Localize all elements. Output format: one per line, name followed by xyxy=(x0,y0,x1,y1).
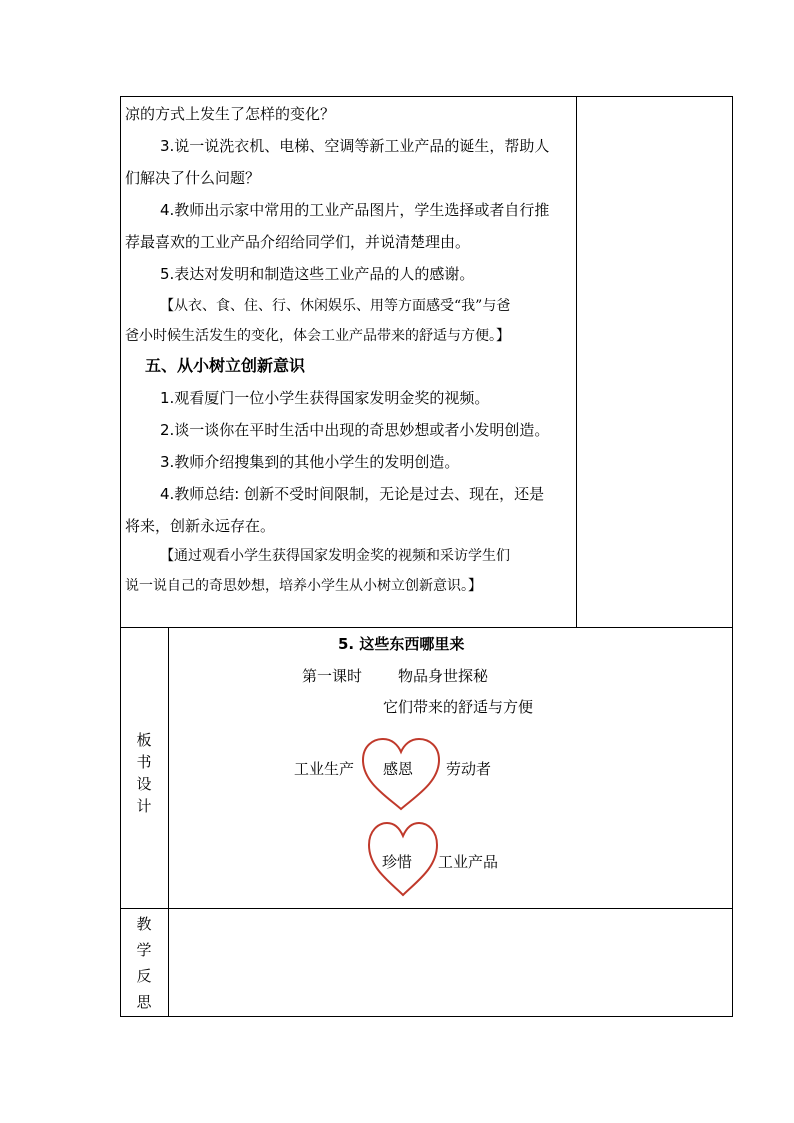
board-label-char: 书 xyxy=(136,753,152,771)
section-5-item-4-line-1: 4.教师总结: 创新不受时间限制，无论是过去、现在，还是 xyxy=(160,485,545,503)
board-label-char: 板 xyxy=(136,731,152,749)
section-5-item-1: 1.观看厦门一位小学生获得国家发明金奖的视频。 xyxy=(160,389,490,407)
design-note-2-line-2: 说一说自己的奇思妙想，培养小学生从小树立创新意识。】 xyxy=(125,578,482,594)
question-3-line-1: 3.说一说洗衣机、电梯、空调等新工业产品的诞生，帮助人 xyxy=(160,137,550,155)
design-note-2-line-1: 【通过观看小学生获得国家发明金奖的视频和采访学生们 xyxy=(160,548,510,564)
reflection-content xyxy=(169,909,732,1016)
design-note-1-line-2: 爸小时候生活发生的变化，体会工业产品带来的舒适与方便。】 xyxy=(125,328,510,344)
table-bottom-border xyxy=(120,1016,733,1017)
question-4-line-1: 4.教师出示家中常用的工业产品图片，学生选择或者自行推 xyxy=(160,201,550,219)
question-3-line-2: 们解决了什么问题？ xyxy=(125,169,261,187)
question-4-line-2: 荐最喜欢的工业产品介绍给同学们，并说清楚理由。 xyxy=(125,233,471,251)
board-title: 5. 这些东西哪里来 xyxy=(338,635,465,653)
board-left-word: 工业生产 xyxy=(294,760,355,778)
question-5: 5.表达对发明和制造这些工业产品的人的感谢。 xyxy=(160,265,475,283)
board-right-word-2: 工业产品 xyxy=(438,853,499,871)
section-5-item-3: 3.教师介绍搜集到的其他小学生的发明创造。 xyxy=(160,453,460,471)
intro-line: 凉的方式上发生了怎样的变化？ xyxy=(125,105,336,123)
reflection-label-char: 思 xyxy=(136,993,152,1011)
section-5-item-2: 2.谈一谈你在平时生活中出现的奇思妙想或者小发明创造。 xyxy=(160,421,550,439)
table-right-border xyxy=(732,96,733,1017)
table-top-border xyxy=(120,96,733,97)
heart-1-word: 感恩 xyxy=(383,760,414,778)
board-subtitle: 它们带来的舒适与方便 xyxy=(383,698,534,716)
board-lesson: 第一课时 xyxy=(302,667,363,685)
reflection-label-char: 教 xyxy=(136,915,152,933)
process-column-divider xyxy=(576,96,577,628)
board-lesson-topic: 物品身世探秘 xyxy=(398,667,489,685)
row-divider-board xyxy=(120,627,733,628)
table-left-border xyxy=(120,96,121,1017)
reflection-label-char: 学 xyxy=(136,941,152,959)
reflection-label-char: 反 xyxy=(136,967,152,985)
board-right-word: 劳动者 xyxy=(446,760,492,778)
section-5-heading: 五、从小树立创新意识 xyxy=(145,356,306,375)
section-5-item-4-line-2: 将来，创新永远存在。 xyxy=(125,517,276,535)
board-label-char: 计 xyxy=(136,797,152,815)
design-note-1-line-1: 【从衣、食、住、行、休闲娱乐、用等方面感受“我”与爸 xyxy=(160,298,511,314)
heart-2-word: 珍惜 xyxy=(382,853,413,871)
board-label-char: 设 xyxy=(136,775,152,793)
